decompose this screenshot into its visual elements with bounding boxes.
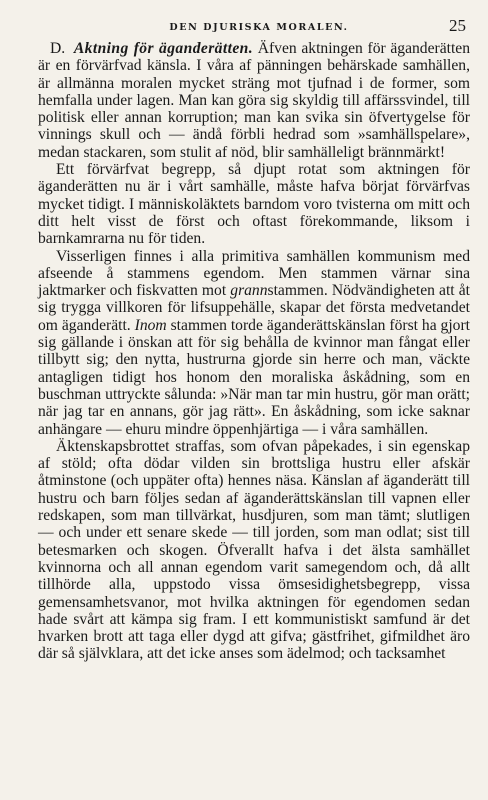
text-run: Äfven aktningen för äganderätten är en förvärfvad känsla. I våra af pänningen behärskade samhällen, är allmänna moralen mycket sträng mot tjufnad i de former, som hemfalla under lagen. Man kan göra sig skyldig till affärssvindel, till politisk eller annan korruption; man kan svika sin öfvertygelse för vinnings skull och — ändå förbli hedrad som »samhällspelare», medan stackaren, som stulit af nöd, blir samhälleligt brännmärkt! (38, 40, 470, 161)
text-run: stammen torde äganderättskänslan först ha gjort sig gällande i önskan att för sig behålla de kvinnor man fångat eller tillbytt sig; den nytta, hustrurna gjorde sin herre och man, väckte antagligen tidigt hos honom den moraliska åskådning, som en buschman uttryckte sålunda: »När man tar min hustru, gör man orätt; när jag tar en annans, gör jag rätt». En åskådning, som icke saknar anhängare — ehuru mindre öppenhjärtiga — i våra samhällen. (38, 316, 470, 438)
section-heading: Aktning för äganderätten. (73, 40, 254, 57)
italic-text-run: Inom (134, 316, 167, 334)
paragraph (38, 161, 470, 247)
running-header (38, 10, 470, 35)
italic-text-run: grann (230, 282, 268, 300)
running-title: DEN DJURISKA MORALEN. (169, 22, 349, 33)
section-letter: D. (50, 40, 66, 57)
text-run: Visserligen finnes i alla primitiva samhällen kommunism med afseende å stammens egendom. Men stammen värnar sina jaktmarker och fiskvatten mot (38, 247, 470, 300)
text-run: Ett förvärfvat begrepp, så djupt rotat som aktningen för äganderätten nu är i vårt samhälle, måste hafva börjat förvärfvas mycket tidigt. I människoläktets barndom voro tvisterna om mitt och ditt helt visst de först och oftast förekommande, liksom i barnkamrarna nu för tiden. (38, 161, 470, 248)
body-text (38, 40, 470, 663)
text-run: stammen. Nödvändigheten att åt sig trygga villkoren för lifsuppehälle, skapar det första medvetandet om äganderätt. (38, 282, 470, 334)
text-run: Äktenskapsbrottet straffas, som ofvan påpekades, i sin egenskap af stöld; ofta dödar vilden sin brottsliga hustru eller afskär åtminstone (och uppäter ofta) hennes näsa. Känslan af äganderätt till hustru och barn följes sedan af äganderättskänslan till vapnen eller redskapen, som man tillvärkat, husdjuren, som man tämt; slutligen — och under ett senare skede — till jorden, som man odlat; sist till betesmarken och skogen. Öfverallt hafva i det älsta samhället kvinnorna och all annan egendom varit samegendom och, då allt tillhörde alla, uppstodo vissa ömsesidighetsbegrepp, vissa gemensamhetsvanor, mot hvilka aktningen för egendomen sedan hade svårt att kämpa sig fram. I ett kommunistiskt samfund är det hvarken brott att taga eller dygd att gifva; gästfrihet, gifmildhet äro där så självklara, att det icke anses som ädelmod; och tacksamhet (38, 437, 470, 663)
paragraph (38, 438, 470, 663)
paragraph (38, 248, 470, 438)
paragraph (38, 40, 470, 161)
page-number: 25 (449, 16, 466, 35)
